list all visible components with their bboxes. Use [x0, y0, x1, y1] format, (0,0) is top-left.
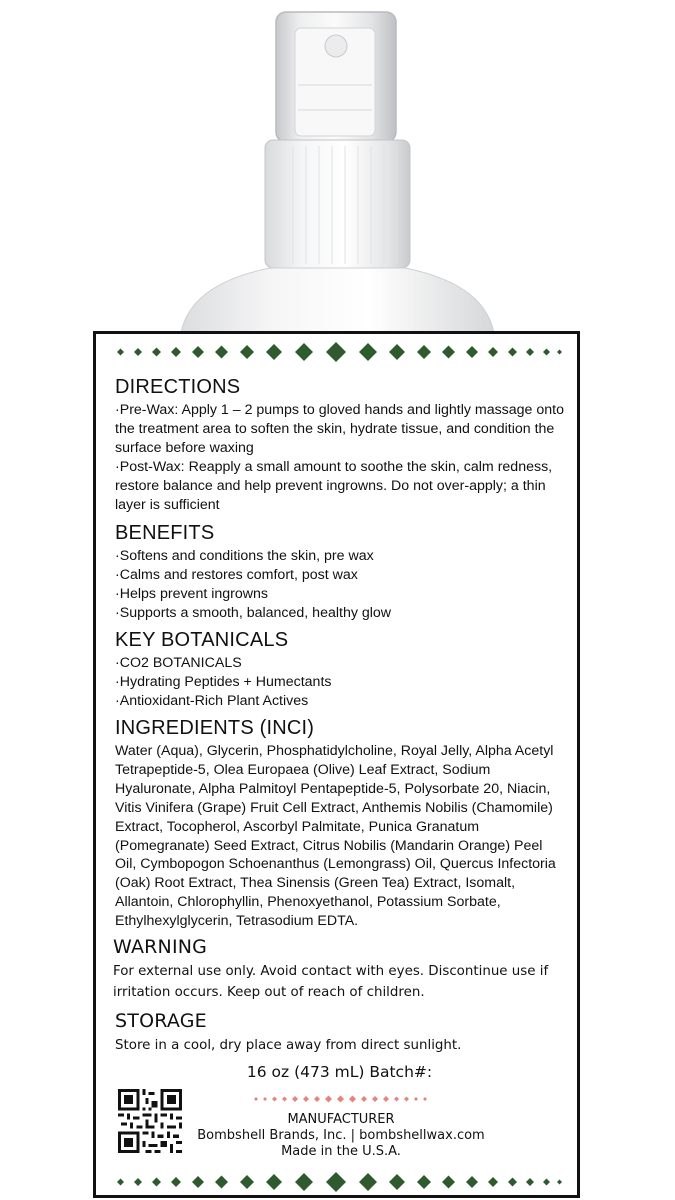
- manufacturer-company: Bombshell Brands, Inc. | bombshellwax.com: [197, 1128, 485, 1143]
- manufacturer-origin: Made in the U.S.A.: [281, 1144, 401, 1159]
- list-item: · Supports a smooth, balanced, healthy glow: [115, 604, 565, 623]
- key-botanicals-heading: KEY BOTANICALS: [115, 629, 289, 651]
- list-item: · Hydrating Peptides + Humectants: [115, 673, 565, 692]
- benefits-heading: BENEFITS: [115, 522, 215, 544]
- ingredients-heading: INGREDIENTS (INCI): [115, 717, 315, 739]
- warning-section: [113, 935, 563, 1003]
- benefits-section: [115, 521, 565, 623]
- warning-text: For external use only. Avoid contact with eyes. Discontinue use if irritation occurs. Keep out of reach of children.: [113, 964, 549, 1000]
- ingredients-section: [115, 716, 565, 931]
- storage-heading: STORAGE: [115, 1010, 207, 1032]
- storage-text: Store in a cool, dry place away from direct sunlight.: [115, 1038, 462, 1053]
- key-botanicals-list: [115, 654, 565, 711]
- storage-section: [115, 1009, 565, 1056]
- pink-diamond-divider-icon: [252, 1093, 432, 1105]
- bottle-image: [0, 0, 675, 340]
- list-item: · Antioxidant-Rich Plant Actives: [115, 692, 565, 711]
- pre-wax-text: ·Pre-Wax: Apply 1 – 2 pumps to gloved hands and lightly massage onto the treatment area to soften the skin, hydrate tissue, and condition the surface before waxing: [115, 402, 564, 456]
- product-label: [93, 331, 580, 1198]
- list-item: · Calms and restores comfort, post wax: [115, 566, 565, 585]
- directions-section: [115, 375, 565, 515]
- key-botanicals-section: [115, 628, 565, 711]
- manufacturer-block: [191, 1112, 491, 1160]
- list-item: · Softens and conditions the skin, pre wax: [115, 547, 565, 566]
- qr-code-icon: [118, 1089, 182, 1153]
- list-item: · CO2 BOTANICALS: [115, 654, 565, 673]
- manufacturer-label: MANUFACTURER: [287, 1112, 395, 1127]
- list-item: · Helps prevent ingrowns: [115, 585, 565, 604]
- size-batch-text: 16 oz (473 mL) Batch#:: [246, 1063, 433, 1081]
- warning-heading: WARNING: [113, 936, 208, 958]
- benefits-list: [115, 547, 565, 623]
- post-wax-text: ·Post-Wax: Reapply a small amount to soothe the skin, calm redness, restore balance and help prevent ingrowns. Do not over-apply; a thin layer is sufficient: [115, 459, 553, 513]
- diamond-border-icon: [110, 340, 563, 364]
- ingredients-text: Water (Aqua), Glycerin, Phosphatidylcholine, Royal Jelly, Alpha Acetyl Tetrapeptide-5, Olea Europaea (Olive) Leaf Extract, Sodium Hyaluronate, Alpha Palmitoyl Pentapeptide-5, Polysorbate 20, Niacin, Vitis Vinifera (Grape) Fruit Cell Extract, Anthemis Nobilis (Chamomile) Extract, Tocopherol, Ascorbyl Palmitate, Punica Granatum (Pomegranate) Seed Extract, Citrus Nobilis (Mandarin Orange) Peel Oil, Cymbopogon Schoenanthus (Lemongrass) Oil, Quercus Infectoria (Oak) Root Extract, Thea Sinensis (Green Tea) Extract, Isomalt, Allantoin, Chlorophyllin, Phenoxyethanol, Potassium Sorbate, Ethylhexylglycerin, Tetrasodium EDTA.: [115, 743, 556, 930]
- directions-heading: DIRECTIONS: [115, 376, 241, 398]
- diamond-border-icon: [110, 1170, 563, 1194]
